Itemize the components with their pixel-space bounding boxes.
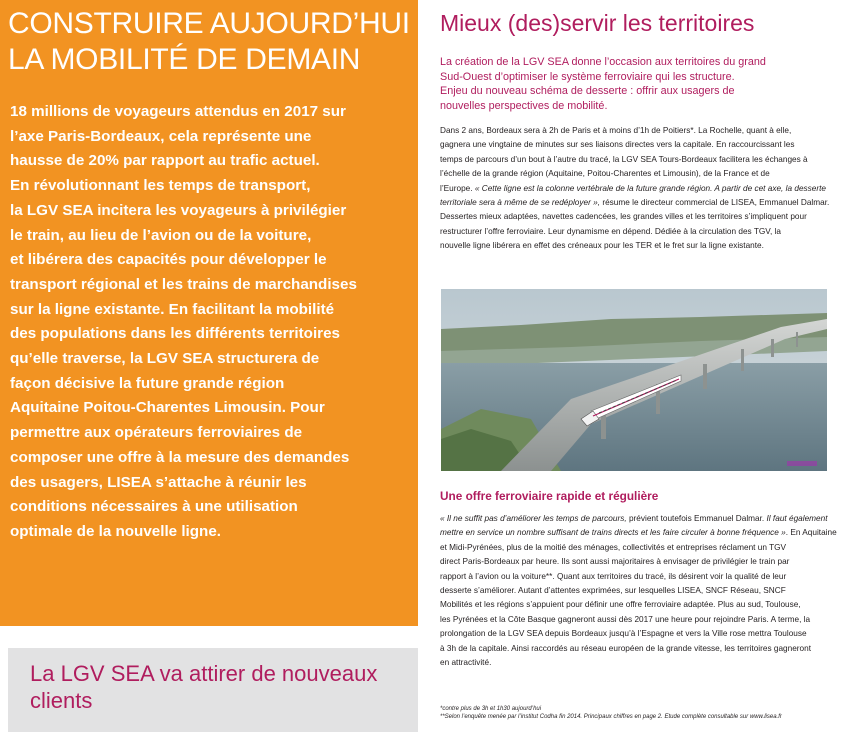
intro-line: composer une offre à la mesure des demandes — [10, 448, 350, 466]
intro-line: et libérera des capacités pour développer le — [10, 251, 327, 269]
intro-line: qu’elle traverse, la LGV SEA structurera de — [10, 350, 320, 368]
lead-line: La création de la LGV SEA donne l’occasion aux territoires du grand — [440, 56, 766, 68]
quote-fragment: « Cette ligne est la colonne vertébrale de la future grande région. A partir de cet axe, la desserte — [474, 183, 826, 193]
train-viaduct-photo — [441, 289, 827, 471]
intro-line: 18 millions de voyageurs attendus en 2017 sur — [10, 103, 346, 120]
footnote: *contre plus de 3h et 1h30 aujourd’hui — [440, 706, 542, 712]
body-paragraph-1 — [440, 124, 830, 254]
lead-line: nouvelles perspectives de mobilité. — [440, 99, 608, 112]
body-line: en attractivité. — [440, 658, 492, 668]
body-line: Dans 2 ans, Bordeaux sera à 2h de Paris et à moins d’1h de Poitiers*. La Rochelle, quant à elle, — [440, 126, 792, 135]
quote-fragment: mettre en service un nombre suffisant de trains directs et les faire circuler à bonne fréquence » — [440, 528, 786, 538]
body-line: gagnera une vingtaine de minutes sur ses liaisons directes vers la capitale. En raccourcissant les — [440, 140, 795, 150]
body-line: direct Paris-Bordeaux par heure. Ils sont aussi majoritaires à envisager de privilégier le train par — [440, 557, 790, 567]
footnotes — [440, 705, 826, 721]
intro-line: façon décisive la future grande région — [10, 374, 285, 392]
body-line: l’échelle de la grande région (Aquitaine, Poitou-Charentes et Limousin), de la France et de — [440, 169, 770, 179]
intro-line: sur la ligne existante. En facilitant la mobilité — [10, 300, 335, 318]
body-fragment: . En Aquitaine — [785, 528, 837, 538]
intro-line: des usagers, LISEA s’attache à réunir les — [10, 473, 307, 491]
quote-fragment: territoriale sera à même de se redéployer », — [440, 198, 601, 208]
body-fragment: prévient toutefois Emmanuel Dalmar. — [628, 514, 765, 523]
callout-line: La LGV SEA va attirer de nouveaux — [30, 661, 378, 686]
body-fragment: l’Europe. — [440, 183, 473, 193]
footnote: **Selon l’enquête menée par l’institut Codha fin 2014. Principaux chiffres en page 2. Etude complète consultable sur www.lisea.fr — [440, 714, 782, 720]
intro-line: conditions nécessaires à une utilisation — [10, 498, 298, 516]
intro-line: optimale de la nouvelle ligne. — [10, 522, 221, 540]
body-line — [440, 182, 826, 196]
intro-line: permettre aux opérateurs ferroviaires de — [10, 424, 303, 442]
intro-line: hausse de 20% par rapport au trafic actuel. — [10, 152, 320, 170]
body-line: Mobilités et les régions s’appuient pour définir une offre ferroviaire adaptée. Plus au sud, Toulouse, — [440, 600, 801, 610]
body-line: restructurer l’offre ferroviaire. Leur dynamisme en dépend. Dédiée à la circulation des TGV, la — [440, 226, 782, 236]
callout-line: clients — [30, 688, 93, 713]
body-line — [440, 196, 830, 210]
subsection-heading: Une offre ferroviaire rapide et régulière — [440, 489, 659, 503]
callout-box — [8, 648, 418, 732]
intro-line: le train, au lieu de l’avion ou de la voiture, — [10, 226, 312, 244]
body-line — [440, 512, 826, 526]
intro-panel — [0, 0, 418, 626]
intro-paragraph — [10, 100, 410, 545]
body-line: prolongation de la LGV SEA depuis Bordeaux jusqu’à l’Espagne et vers la Ville rose mettra Toulouse — [440, 629, 807, 639]
body-line: et Midi-Pyrénées, plus de la moitié des ménages, collectivités et entreprises réclament un TGV — [440, 542, 787, 552]
quote-fragment: Il faut également — [766, 514, 828, 523]
intro-line: Aquitaine Poitou-Charentes Limousin. Pour — [10, 399, 325, 417]
intro-line: transport régional et les trains de marchandises — [10, 275, 357, 293]
quote-fragment: « Il ne suffit pas d’améliorer les temps de parcours, — [440, 514, 627, 523]
intro-line: des populations dans les différents territoires — [10, 325, 340, 343]
body-line: à 3h de la capitale. Ainsi raccordés au réseau européen de la grande vitesse, les territoires gagneront — [440, 643, 812, 653]
lead-line: Sud-Ouest d’optimiser le système ferroviaire qui les structure. — [440, 70, 735, 83]
body-line: desserte s’améliorer. Autant d’attentes exprimées, sur lesquelles LISEA, SNCF Réseau, SNCF — [440, 586, 786, 596]
page-headline — [8, 6, 413, 78]
intro-line: la LGV SEA incitera les voyageurs à privilégier — [10, 201, 347, 219]
body-line: Dessertes mieux adaptées, navettes cadencées, les grandes villes et les territoires s’impliquent pour — [440, 212, 807, 222]
intro-line: l’axe Paris-Bordeaux, cela représente une — [10, 127, 312, 145]
body-paragraph-2 — [440, 512, 837, 670]
body-fragment: résume le directeur commercial de LISEA, Emmanuel Dalmar. — [602, 198, 830, 208]
headline-line: LA MOBILITÉ DE DEMAIN — [8, 43, 361, 76]
headline-line: CONSTRUIRE AUJOURD’HUI — [8, 7, 410, 40]
intro-line: En révolutionnant les temps de transport, — [10, 177, 311, 195]
callout-heading — [30, 660, 377, 714]
section-title: Mieux (des)servir les territoires — [440, 10, 755, 36]
body-line: temps de parcours d’un bout à l’autre du tracé, la LGV SEA Tours-Bordeaux facilitera les échanges à — [440, 154, 808, 164]
body-line: rapport à l’avion ou la voiture**. Quant aux territoires du tracé, ils désirent voir la qualité de leur — [440, 571, 787, 581]
lead-line: Enjeu du nouveau schéma de desserte : offrir aux usagers de — [440, 85, 735, 98]
body-line: les Pyrénées et la Côte Basque gagneront aussi dès 2017 une heure pour rejoindre Paris. A terme, la — [440, 614, 811, 624]
body-line — [440, 526, 837, 540]
lead-paragraph — [440, 55, 826, 113]
body-line: nouvelle ligne libérera en effet des créneaux pour les TER et le fret sur la ligne existante. — [440, 241, 764, 251]
